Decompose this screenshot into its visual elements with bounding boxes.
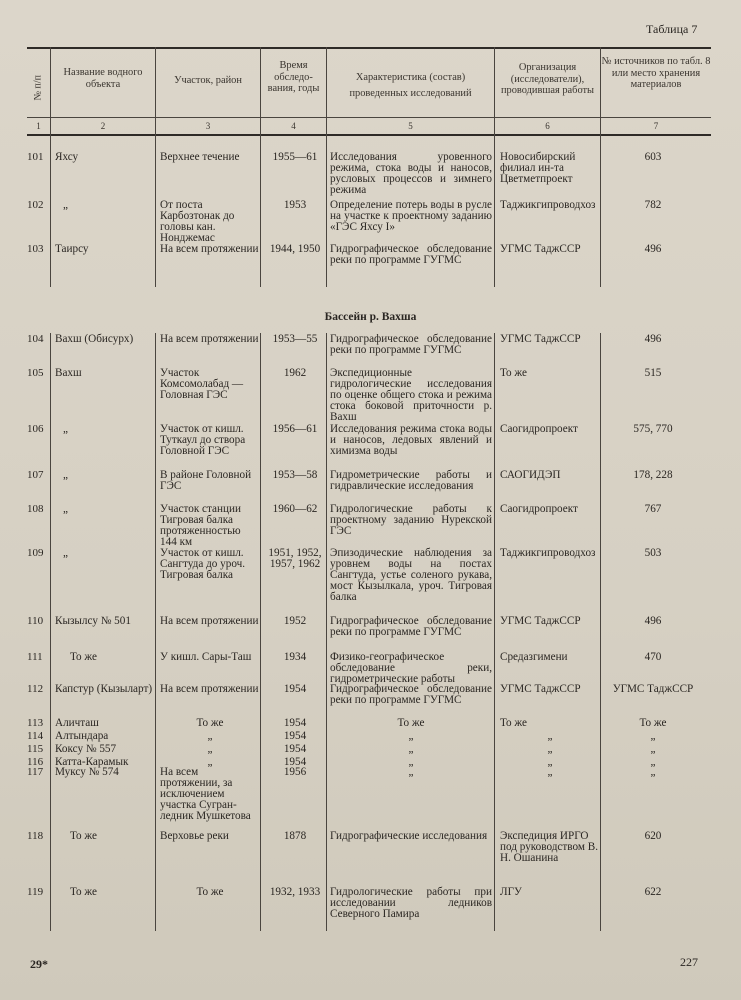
cell-name: Аличташ <box>55 717 99 729</box>
cell-src: 178, 228 <box>633 469 673 481</box>
cell-years: 1932, 1933 <box>269 886 321 898</box>
cell-n: 118 <box>27 830 44 842</box>
cell-area: У кишл. Сары-Таш <box>160 651 252 663</box>
cell-desc: Исследования режима стока воды и наносов, ледовых явлений и химизма воды <box>330 423 492 457</box>
cell-org: „ <box>547 743 553 755</box>
header-col5b: проведенных исследований <box>349 88 472 99</box>
cell-org: Средазгимени <box>500 651 568 663</box>
cell-n: 107 <box>27 469 44 481</box>
cell-org: То же <box>500 367 527 379</box>
header-num-1: 1 <box>36 121 41 131</box>
cell-years: 1960—62 <box>272 503 318 515</box>
cell-src: 575, 770 <box>633 423 673 435</box>
cell-n: 106 <box>27 423 44 435</box>
cell-name: То же <box>70 830 97 842</box>
cell-src: 503 <box>644 547 662 559</box>
cell-desc: Гидрологические работы при исследовании ледников Северного Памира <box>330 886 492 920</box>
cell-src: 620 <box>644 830 662 842</box>
cell-org: ЛГУ <box>500 886 522 898</box>
cell-desc: Гидрографическое обследование реки по программе ГУГМС <box>330 683 492 706</box>
cell-src: „ <box>650 743 656 755</box>
cell-name: Капстур (Кызыларт) <box>55 683 153 695</box>
header-col1: № п/п <box>32 74 44 101</box>
cell-src: 603 <box>644 151 662 163</box>
cell-org: „ <box>547 766 553 778</box>
cell-n: 103 <box>27 243 44 255</box>
header-bottom-rule <box>27 134 711 136</box>
page-number: 227 <box>680 955 698 969</box>
cell-org: УГМС ТаджССР <box>500 615 581 627</box>
header-num-6: 6 <box>545 121 550 131</box>
cell-years: 1954 <box>283 683 307 695</box>
cell-name: Коксу № 557 <box>55 743 117 755</box>
cell-area: То же <box>196 886 224 898</box>
header-col2: Название водного объекта <box>63 67 143 90</box>
cell-name: Вахш <box>55 367 82 379</box>
cell-desc: Экспедиционные гидрологические исследования по оценке общего стока и режима стока боковой приточности р. Вахш <box>330 367 492 423</box>
cell-src: УГМС ТаджССР <box>612 683 694 695</box>
cell-area: На всем протяжении <box>160 243 259 255</box>
cell-years: 1954 <box>283 743 307 755</box>
cell-years: 1944, 1950 <box>269 243 321 255</box>
cell-area: От поста Карбозтонак до головы кан. Нонджемас <box>160 199 235 244</box>
header-top-rule <box>27 47 711 49</box>
cell-n: 110 <box>27 615 44 627</box>
header-col3: Участок, район <box>174 75 242 86</box>
cell-desc: Гидрометрические работы и гидравлические исследования <box>330 469 492 492</box>
cell-area: Участок от кишл. Сангтуда до уроч. Тигровая балка <box>160 547 246 581</box>
cell-area: В районе Головной ГЭС <box>160 469 252 492</box>
cell-name: Яхсу <box>55 151 79 163</box>
table-label: Таблица 7 <box>646 22 698 36</box>
header-num-2: 2 <box>100 121 106 131</box>
cell-src: „ <box>650 766 656 778</box>
col-rule <box>326 333 327 931</box>
cell-area: То же <box>196 717 224 729</box>
cell-org: „ <box>547 730 553 742</box>
cell-src: 496 <box>644 243 662 255</box>
cell-org: УГМС ТаджССР <box>500 333 581 345</box>
cell-area: На всем протяжении <box>160 333 259 345</box>
cell-src: 496 <box>644 615 662 627</box>
col-rule <box>260 333 261 931</box>
cell-name: Таирсу <box>55 243 89 255</box>
cell-org: Саогидропроект <box>500 423 578 435</box>
cell-years: 1952 <box>283 615 307 627</box>
col-rule <box>50 333 51 931</box>
cell-years: 1953 <box>283 199 307 211</box>
cell-name: „ <box>63 547 68 559</box>
cell-src: 496 <box>644 333 662 345</box>
cell-area: Верховье реки <box>160 830 229 842</box>
cell-n: 114 <box>27 730 44 742</box>
cell-org: То же <box>500 717 527 729</box>
header-col5a: Характеристика (состав) <box>355 72 466 83</box>
cell-name: „ <box>63 503 68 515</box>
cell-desc: Эпизодические наблюдения за уровнем воды на постах Сангтуда, устье соленого рукава, мост Кызылкала, уроч. Тигровая балка <box>330 547 492 603</box>
header-col6: Организация (исследователи), проводившая работы <box>500 62 595 96</box>
cell-org: УГМС ТаджССР <box>500 683 581 695</box>
header-num-7: 7 <box>653 121 659 131</box>
cell-years: 1954 <box>283 717 307 729</box>
cell-n: 111 <box>27 651 43 663</box>
cell-n: 101 <box>27 151 44 163</box>
cell-desc: Физико-географическое обследование реки, гидрометрические работы <box>330 651 492 685</box>
cell-src: 515 <box>644 367 662 379</box>
cell-years: 1934 <box>283 651 307 663</box>
cell-desc: Гидрографическое обследование реки по программе ГУГМС <box>330 243 492 266</box>
header-col7: № источников по табл. 8 или место хранения материалов <box>601 56 711 90</box>
cell-name: „ <box>63 423 68 435</box>
cell-years: 1953—55 <box>272 333 318 345</box>
cell-years: 1951, 1952, 1957, 1962 <box>268 547 322 570</box>
cell-n: 119 <box>27 886 44 898</box>
cell-desc: Определение потерь воды в русле на участке к проектному заданию «ГЭС Яхсу I» <box>330 199 492 233</box>
cell-src: „ <box>650 756 656 768</box>
cell-name: „ <box>63 469 68 481</box>
cell-name: Муксу № 574 <box>55 766 119 778</box>
cell-src: 782 <box>644 199 662 211</box>
header-num-5: 5 <box>408 121 413 131</box>
cell-desc: „ <box>408 756 414 768</box>
cell-area: На всем протяжении <box>160 683 259 695</box>
cell-desc: Гидрологические работы к проектному заданию Нурекской ГЭС <box>330 503 492 537</box>
cell-years: 1962 <box>283 367 307 379</box>
header-col4: Время обследо-вания, годы <box>267 60 320 94</box>
cell-src: „ <box>650 730 656 742</box>
cell-name: Катта-Карамык <box>55 756 129 768</box>
cell-desc: „ <box>408 766 414 778</box>
cell-desc: Гидрографическое обследование реки по программе ГУГМС <box>330 615 492 638</box>
cell-org: Новосибирский филиал ин-та Цветметпроект <box>500 151 576 185</box>
cell-years: 1953—58 <box>272 469 318 481</box>
cell-src: 470 <box>644 651 662 663</box>
cell-n: 112 <box>27 683 44 695</box>
cell-org: САОГИДЭП <box>500 469 561 481</box>
cell-desc: Исследования уровенного режима, стока воды и наносов, русловых процессов и зимнего режима <box>330 151 492 196</box>
cell-n: 104 <box>27 333 44 345</box>
cell-years: 1878 <box>283 830 307 842</box>
cell-area: Участок станции Тигровая балка протяженностью 144 км <box>160 503 241 548</box>
cell-n: 102 <box>27 199 44 211</box>
cell-org: УГМС ТаджССР <box>500 243 581 255</box>
cell-area: На всем протяжении <box>160 615 259 627</box>
cell-area: На всем протяжении, за исключением участка Сугран-ледник Мушкетова <box>160 766 251 822</box>
col-rule <box>494 333 495 931</box>
cell-n: 108 <box>27 503 44 515</box>
cell-src: 767 <box>644 503 662 515</box>
cell-n: 113 <box>27 717 44 729</box>
cell-org: Таджикгипроводхоз <box>500 547 596 559</box>
cell-org: Саогидропроект <box>500 503 578 515</box>
cell-n: 115 <box>27 743 44 755</box>
cell-years: 1955—61 <box>272 151 318 163</box>
cell-n: 117 <box>27 766 44 778</box>
cell-name: То же <box>70 886 97 898</box>
cell-org: Таджикгипроводхоз <box>500 199 596 211</box>
header-num-3: 3 <box>205 121 211 131</box>
cell-desc: Гидрографические исследования <box>330 830 488 842</box>
cell-src: 622 <box>644 886 662 898</box>
cell-area: Участок от кишл. Туткаул до створа Головной ГЭС <box>160 423 246 457</box>
cell-years: 1956—61 <box>272 423 318 435</box>
footer-signature: 29* <box>30 957 48 971</box>
cell-desc: „ <box>408 730 414 742</box>
cell-desc: Гидрографическое обследование реки по программе ГУГМС <box>330 333 492 356</box>
section-title: Бассейн р. Вахша <box>324 311 417 323</box>
cell-area: Верхнее течение <box>160 151 240 163</box>
header-num-4: 4 <box>291 121 296 131</box>
cell-name: Кызылсу № 501 <box>55 615 131 627</box>
cell-n: 109 <box>27 547 44 559</box>
cell-name: Вахш (Обисурх) <box>55 333 134 345</box>
cell-area: „ <box>207 743 213 755</box>
cell-area: Участок Комсомолабад — Головная ГЭС <box>160 367 244 401</box>
cell-n: 105 <box>27 367 44 379</box>
cell-desc: То же <box>397 717 425 729</box>
cell-area: „ <box>207 730 213 742</box>
cell-name: „ <box>63 199 68 211</box>
cell-org: Экспедиция ИРГО под руководством В. Н. Ошанина <box>500 830 598 864</box>
cell-years: 1954 <box>283 730 307 742</box>
col-rule <box>600 333 601 931</box>
cell-area: „ <box>207 756 213 768</box>
cell-years: 1954 <box>283 756 307 768</box>
cell-years: 1956 <box>283 766 307 778</box>
cell-org: „ <box>547 756 553 768</box>
cell-desc: „ <box>408 743 414 755</box>
cell-name: Алтындара <box>55 730 109 742</box>
cell-n: 116 <box>27 756 44 768</box>
cell-src: То же <box>639 717 667 729</box>
cell-name: То же <box>70 651 97 663</box>
header-number-rule <box>27 117 711 118</box>
